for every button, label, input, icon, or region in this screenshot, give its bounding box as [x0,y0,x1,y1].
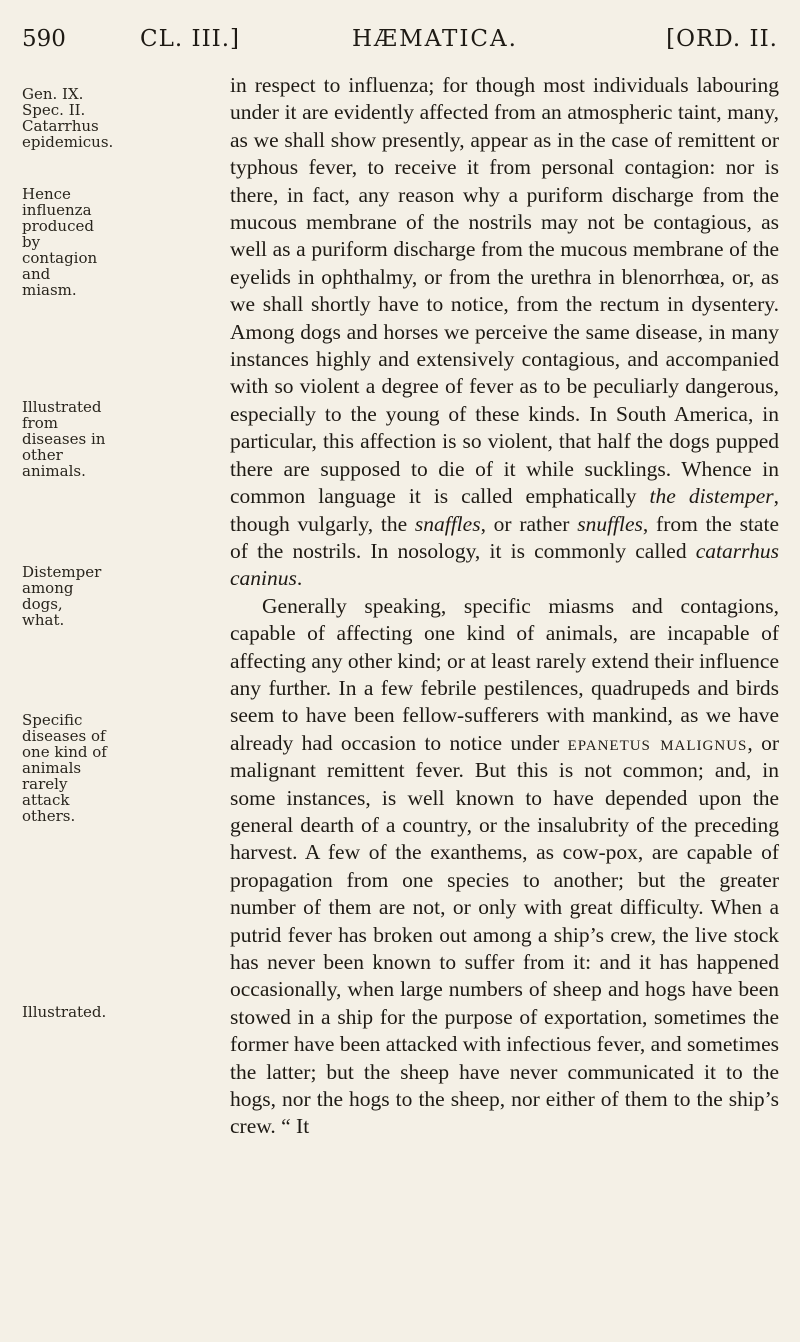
margin-note: Hence influenza produced by contagion and miasm. [22,185,98,299]
margin-note: Distemper among dogs, what. [22,563,102,629]
page-number: 590 [22,26,66,52]
margin-note: Gen. IX. Spec. II. Catarrhus epidemicus. [22,85,114,151]
paragraph: in respect to influenza; for though most individuals labouring under it are evidently affected from an atmospheric taint, many, as we shall show presently, appear as in the case of remittent or typhous fever, to receive it from personal contagion: nor is there, in fact, any reason why a puriform discharge from the mucous membrane of the nostrils may not be contagious, as well as a puriform discharge from the mucous membrane of the eyelids in ophthalmy, or from the urethra in blenorrhœa, or, as we shall shortly have to notice, from the rectum in dysentery. Among dogs and horses we perceive the same disease, in many instances highly and extensively contagious, and accompanied with so violent a degree of fever as to be peculiarly dangerous, especially to the young of these kinds. In South America, in particular, this affection is so violent, that half the dogs pupped there are supposed to die of it while sucklings. Whence in common language it is called emphatically the distemper, though vulgarly, the snaffles, or rather snuffles, from the state of the nostrils. In nosology, it is commonly called catarrhus caninus. [230,73,779,591]
margin-note: Specific diseases of one kind of animals rarely attack others. [22,711,107,825]
order-label: [ORD. II. [666,26,778,52]
running-header [22,26,778,56]
margin-note: Illustrated. [22,1003,107,1021]
margin-note: Illustrated from diseases in other animals. [22,398,106,480]
class-label: CL. III.] [140,26,241,52]
running-title: HÆMATICA. [352,26,518,52]
paragraph: Generally speaking, specific miasms and contagions, capable of affecting one kind of animals, are incapable of affecting any other kind; or at least rarely extend their influence any further. In a few febrile pestilences, quadrupeds and birds seem to have been fellow-sufferers with mankind, as we have already had occasion to notice under epanetus malignus, or malignant remittent fever. But this is not common; and, in some instances, is well known to have depended upon the general dearth of a country, or the insalubrity of the preceding harvest. A few of the exanthems, as cow-pox, are capable of propagation from one species to another; but the greater number of them are not, or only with great difficulty. When a putrid fever has broken out among a ship’s crew, the live stock has never been known to suffer from it: and it has happened occasionally, when large numbers of sheep and hogs have been stowed in a ship for the purpose of exportation, sometimes the former have been attacked with infectious fever, and sometimes the latter; but the sheep have never communicated it to the hogs, nor the hogs to the sheep, nor either of them to the ship’s crew. “ It [230,593,779,1139]
main-text [230,72,779,1141]
